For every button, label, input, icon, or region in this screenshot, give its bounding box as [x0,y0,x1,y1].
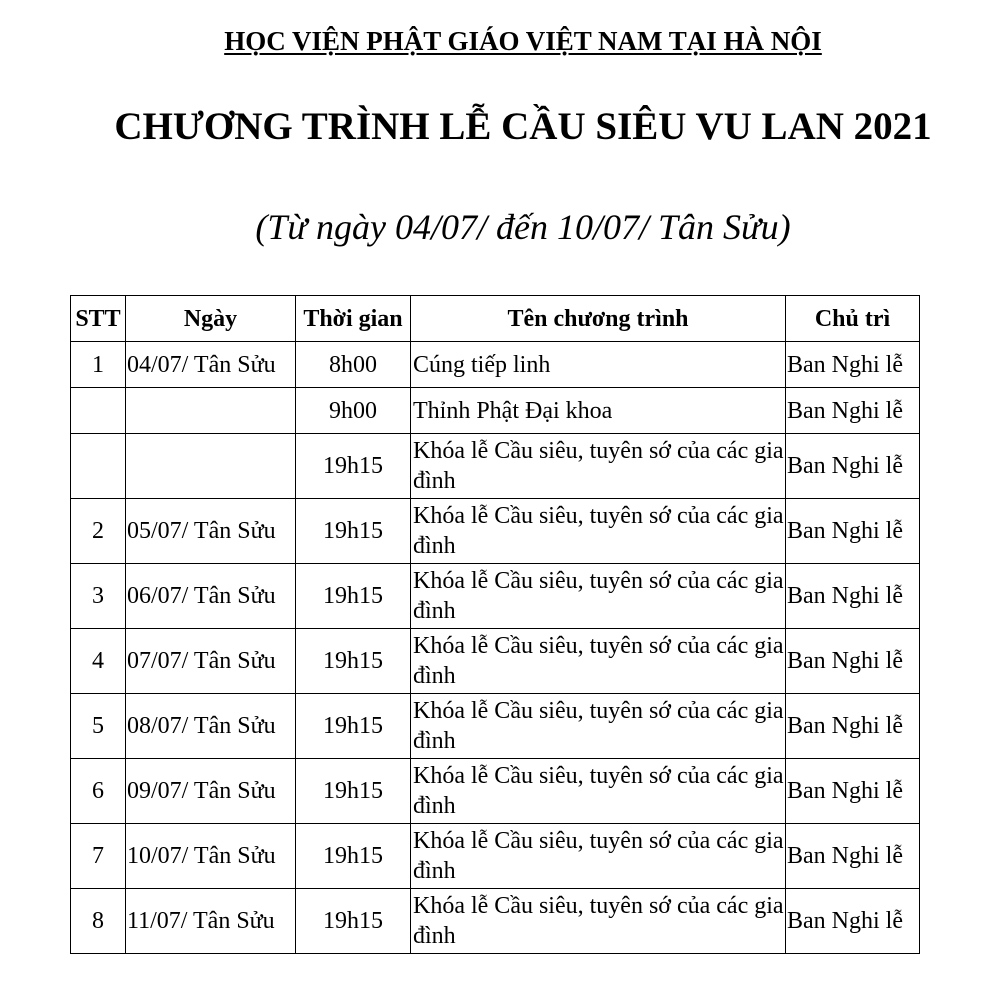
cell-host: Ban Nghi lễ [786,342,920,388]
cell-date: 09/07/ Tân Sửu [126,759,296,824]
cell-stt [71,388,126,434]
cell-host: Ban Nghi lễ [786,889,920,954]
column-header-stt: STT [71,296,126,342]
table-row [71,759,920,824]
cell-time: 9h00 [296,388,411,434]
table-header-row [71,296,920,342]
column-header-program: Tên chương trình [411,296,786,342]
table-row [71,694,920,759]
cell-program: Khóa lễ Cầu siêu, tuyên sớ của các gia đình [411,564,786,629]
table-row [71,499,920,564]
cell-program: Khóa lễ Cầu siêu, tuyên sớ của các gia đình [411,629,786,694]
cell-program: Cúng tiếp linh [411,342,786,388]
cell-program: Khóa lễ Cầu siêu, tuyên sớ của các gia đình [411,759,786,824]
table-row [71,342,920,388]
cell-host: Ban Nghi lễ [786,629,920,694]
cell-date [126,388,296,434]
cell-host: Ban Nghi lễ [786,824,920,889]
cell-host: Ban Nghi lễ [786,434,920,499]
cell-host: Ban Nghi lễ [786,564,920,629]
schedule-table [70,295,920,954]
table-row [71,629,920,694]
column-header-date: Ngày [126,296,296,342]
cell-date: 08/07/ Tân Sửu [126,694,296,759]
column-header-host: Chủ trì [786,296,920,342]
cell-host: Ban Nghi lễ [786,694,920,759]
cell-stt: 6 [71,759,126,824]
cell-stt: 4 [71,629,126,694]
cell-stt: 2 [71,499,126,564]
table-row [71,889,920,954]
cell-time: 19h15 [296,564,411,629]
cell-date: 05/07/ Tân Sửu [126,499,296,564]
cell-time: 19h15 [296,824,411,889]
cell-program: Khóa lễ Cầu siêu, tuyên sớ của các gia đình [411,434,786,499]
cell-date: 07/07/ Tân Sửu [126,629,296,694]
cell-stt: 5 [71,694,126,759]
cell-host: Ban Nghi lễ [786,759,920,824]
table-row [71,824,920,889]
table-row [71,434,920,499]
cell-program: Khóa lễ Cầu siêu, tuyên sớ của các gia đình [411,889,786,954]
column-header-time: Thời gian [296,296,411,342]
cell-date [126,434,296,499]
cell-time: 19h15 [296,629,411,694]
cell-stt [71,434,126,499]
cell-stt: 8 [71,889,126,954]
cell-stt: 7 [71,824,126,889]
cell-time: 19h15 [296,759,411,824]
cell-host: Ban Nghi lễ [786,499,920,564]
cell-program: Khóa lễ Cầu siêu, tuyên sớ của các gia đình [411,824,786,889]
cell-time: 19h15 [296,694,411,759]
cell-program: Thỉnh Phật Đại khoa [411,388,786,434]
cell-date: 11/07/ Tân Sửu [126,889,296,954]
organization-name: HỌC VIỆN PHẬT GIÁO VIỆT NAM TẠI HÀ NỘI [224,26,822,56]
cell-time: 19h15 [296,499,411,564]
cell-date: 06/07/ Tân Sửu [126,564,296,629]
cell-time: 19h15 [296,889,411,954]
cell-host: Ban Nghi lễ [786,388,920,434]
page-title: CHƯƠNG TRÌNH LỄ CẦU SIÊU VU LAN 2021 [114,105,932,148]
cell-date: 10/07/ Tân Sửu [126,824,296,889]
date-range-subtitle: (Từ ngày 04/07/ đến 10/07/ Tân Sửu) [255,207,791,247]
cell-stt: 3 [71,564,126,629]
cell-program: Khóa lễ Cầu siêu, tuyên sớ của các gia đình [411,694,786,759]
cell-stt: 1 [71,342,126,388]
cell-time: 19h15 [296,434,411,499]
cell-time: 8h00 [296,342,411,388]
table-row [71,388,920,434]
cell-program: Khóa lễ Cầu siêu, tuyên sớ của các gia đình [411,499,786,564]
table-row [71,564,920,629]
cell-date: 04/07/ Tân Sửu [126,342,296,388]
